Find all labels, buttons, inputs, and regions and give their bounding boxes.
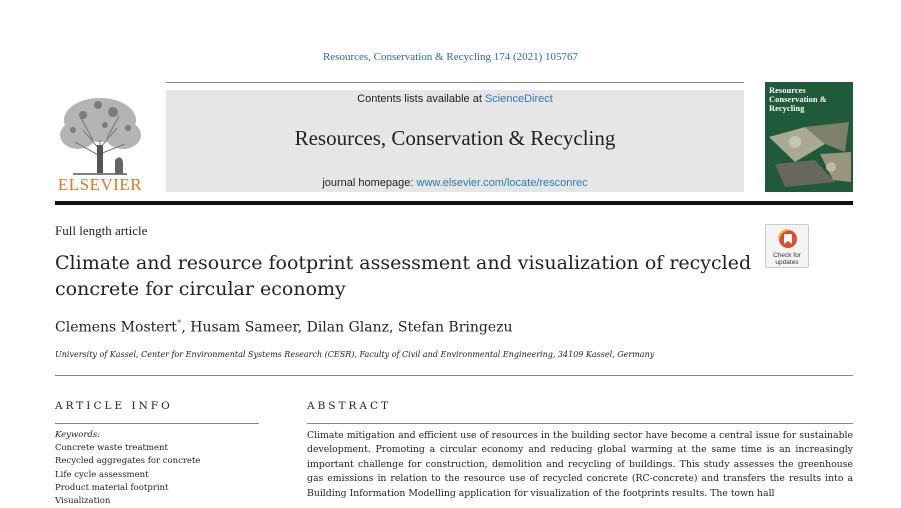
abstract-text: Climate mitigation and efficient use of resources in the building sector have become a central issue for sustainable development. Promoting a circular economy and reducing global warming at the same time is an increasingly important challenge for construction, demolition and recycling of buildings. This study assesses the greenhouse gas emissions in relation to the resource use of recycled concrete (RC-concrete) and transfers the results into a Building Information Modelling application for visualization of the footprints results. The town hall xyxy=(307,430,853,499)
article-type: Full length article xyxy=(55,223,148,238)
journal-reference[interactable]: Resources, Conservation & Recycling 174 (2021) 105767 xyxy=(322,51,579,63)
homepage-line xyxy=(166,177,744,189)
author-list: Clemens Mostert*, Husam Sameer, Dilan Glanz, Stefan Bringezu xyxy=(55,319,513,336)
homepage-link[interactable]: www.elsevier.com/locate/resconrec xyxy=(416,177,588,189)
keyword-item: Product material footprint xyxy=(55,482,169,493)
author-name[interactable]: Stefan Bringezu xyxy=(397,319,513,336)
header-divider xyxy=(55,201,853,205)
keywords-label: Keywords: xyxy=(55,430,101,440)
section-divider xyxy=(55,375,853,376)
elsevier-wordmark: ELSEVIER xyxy=(57,175,143,194)
keyword-item: Visualization xyxy=(55,496,111,507)
check-for-updates-label: Check for updates xyxy=(773,252,801,266)
abstract-heading: ABSTRACT xyxy=(307,400,392,412)
author-name[interactable]: Dilan Glanz xyxy=(306,319,390,336)
sciencedirect-link[interactable]: ScienceDirect xyxy=(484,93,553,105)
keyword-item: Life cycle assessment xyxy=(55,469,149,480)
corresponding-author-mark[interactable]: * xyxy=(176,319,182,329)
top-rule xyxy=(166,82,744,83)
keyword-item: Concrete waste treatment xyxy=(55,443,168,454)
abstract-rule xyxy=(307,423,853,424)
homepage-prefix: journal homepage: xyxy=(322,177,417,189)
affiliation: University of Kassel, Center for Environmental Systems Research (CESR), Faculty of Civil and Environmental Engineering, 34109 Kassel, Germany xyxy=(55,350,655,359)
author-name[interactable]: Clemens Mostert xyxy=(55,319,177,336)
article-title: Climate and resource footprint assessment and visualization of recycled concrete for circular economy xyxy=(55,252,752,300)
article-info-rule xyxy=(55,423,259,424)
keywords-block xyxy=(55,429,265,508)
article-info-heading: ARTICLE INFO xyxy=(55,400,173,412)
bookmark-icon xyxy=(766,225,810,251)
contents-line xyxy=(166,93,744,105)
journal-title: Resources, Conservation & Recycling xyxy=(294,126,616,150)
cover-title: Resources Conservation & Recycling xyxy=(769,85,827,113)
keyword-item: Recycled aggregates for concrete xyxy=(55,456,201,467)
contents-prefix: Contents lists available at xyxy=(357,93,485,105)
author-name[interactable]: Husam Sameer xyxy=(190,319,298,336)
